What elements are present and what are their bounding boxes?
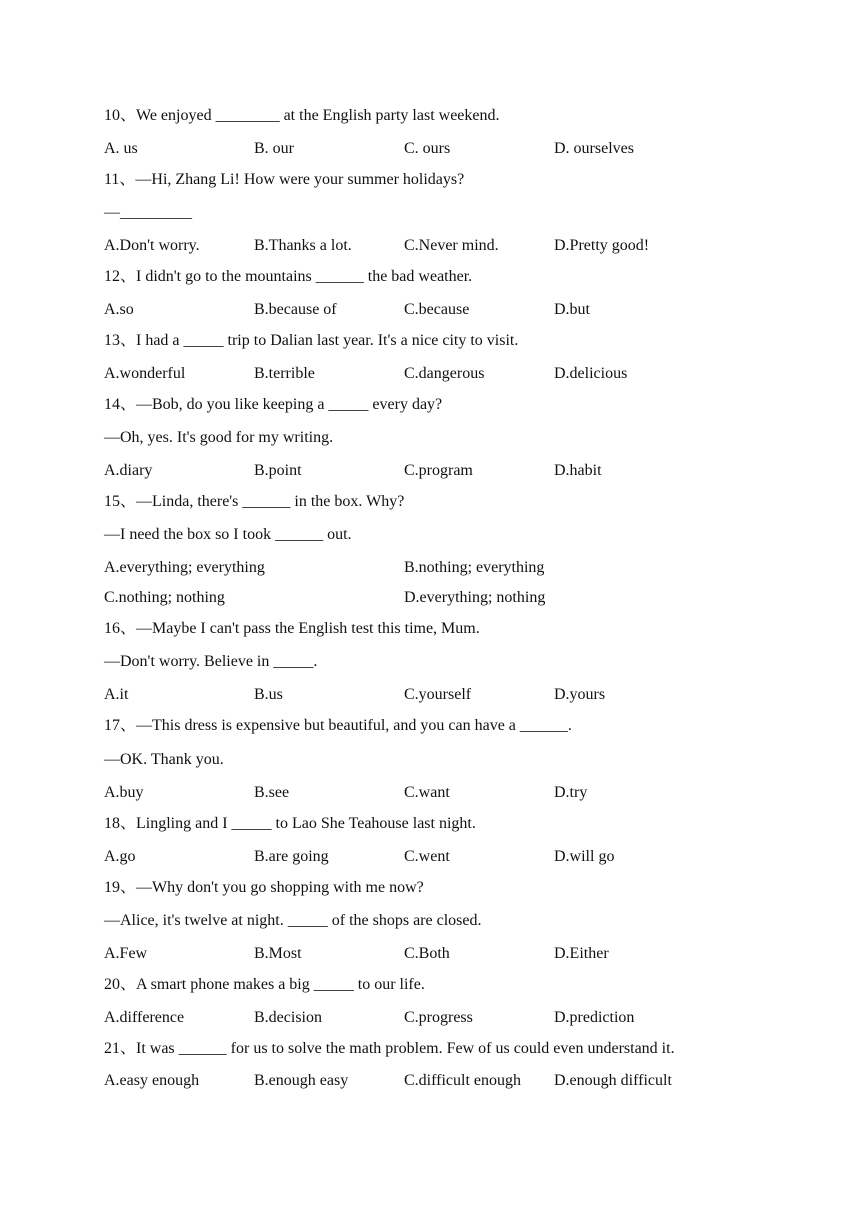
question-12-option-b: B.because of bbox=[254, 301, 337, 318]
question-13-option-c: C.dangerous bbox=[404, 365, 485, 382]
question-13-option-b: B.terrible bbox=[254, 365, 315, 382]
question-14-option-d: D.habit bbox=[554, 462, 602, 479]
question-11-stem: 11、—Hi, Zhang Li! How were your summer holidays? bbox=[104, 171, 465, 188]
question-11-option-c: C.Never mind. bbox=[404, 237, 499, 254]
question-20-option-b: B.decision bbox=[254, 1009, 322, 1026]
question-21-option-b: B.enough easy bbox=[254, 1072, 349, 1089]
question-18-option-b: B.are going bbox=[254, 848, 329, 865]
question-14-option-a: A.diary bbox=[104, 462, 153, 479]
question-14-option-c: C.program bbox=[404, 462, 473, 479]
question-19-option-d: D.Either bbox=[554, 945, 609, 962]
question-20-option-a: A.difference bbox=[104, 1009, 185, 1026]
question-20-option-c: C.progress bbox=[404, 1009, 473, 1026]
question-19-option-b: B.Most bbox=[254, 945, 302, 962]
question-20-stem: 20、A smart phone makes a big _____ to our life. bbox=[104, 976, 425, 993]
question-17-option-d: D.try bbox=[554, 784, 588, 801]
question-10-stem: 10、We enjoyed ________ at the English party last weekend. bbox=[104, 107, 500, 124]
question-21-option-c: C.difficult enough bbox=[404, 1072, 522, 1089]
question-17-option-b: B.see bbox=[254, 784, 290, 801]
question-15-option-c: C.nothing; nothing bbox=[104, 589, 225, 606]
question-18-option-d: D.will go bbox=[554, 848, 615, 865]
question-16-reply: —Don't worry. Believe in _____. bbox=[104, 653, 318, 670]
question-15-option-b: B.nothing; everything bbox=[404, 559, 545, 576]
question-15-stem: 15、—Linda, there's ______ in the box. Why? bbox=[104, 493, 405, 510]
question-17-reply: —OK. Thank you. bbox=[104, 751, 224, 768]
question-11-reply: —_________ bbox=[104, 204, 192, 221]
question-18-option-a: A.go bbox=[104, 848, 136, 865]
question-12-option-a: A.so bbox=[104, 301, 134, 318]
question-14-reply: —Oh, yes. It's good for my writing. bbox=[104, 429, 334, 446]
question-13-option-d: D.delicious bbox=[554, 365, 628, 382]
question-10-option-b: B. our bbox=[254, 140, 294, 157]
question-19-reply: —Alice, it's twelve at night. _____ of the shops are closed. bbox=[104, 912, 482, 929]
question-21-stem: 21、It was ______ for us to solve the math problem. Few of us could even understand it. bbox=[104, 1040, 675, 1057]
question-10-option-c: C. ours bbox=[404, 140, 451, 157]
question-16-option-b: B.us bbox=[254, 686, 283, 703]
question-12-option-c: C.because bbox=[404, 301, 470, 318]
question-14-stem: 14、—Bob, do you like keeping a _____ every day? bbox=[104, 396, 443, 413]
question-15-option-a: A.everything; everything bbox=[104, 559, 265, 576]
question-13-stem: 13、I had a _____ trip to Dalian last year. It's a nice city to visit. bbox=[104, 332, 519, 349]
question-10-option-d: D. ourselves bbox=[554, 140, 634, 157]
question-16-option-c: C.yourself bbox=[404, 686, 472, 703]
question-18-option-c: C.went bbox=[404, 848, 450, 865]
question-11-option-a: A.Don't worry. bbox=[104, 237, 200, 254]
question-15-option-d: D.everything; nothing bbox=[404, 589, 546, 606]
question-14-option-b: B.point bbox=[254, 462, 302, 479]
question-21-option-d: D.enough difficult bbox=[554, 1072, 672, 1089]
question-15-reply: —I need the box so I took ______ out. bbox=[104, 526, 352, 543]
question-17-stem: 17、—This dress is expensive but beautiful, and you can have a ______. bbox=[104, 717, 572, 734]
question-12-option-d: D.but bbox=[554, 301, 590, 318]
question-19-stem: 19、—Why don't you go shopping with me now? bbox=[104, 879, 424, 896]
question-16-stem: 16、—Maybe I can't pass the English test this time, Mum. bbox=[104, 620, 480, 637]
question-17-option-a: A.buy bbox=[104, 784, 144, 801]
question-16-option-d: D.yours bbox=[554, 686, 606, 703]
question-19-option-a: A.Few bbox=[104, 945, 148, 962]
question-19-option-c: C.Both bbox=[404, 945, 450, 962]
question-20-option-d: D.prediction bbox=[554, 1009, 635, 1026]
question-11-option-b: B.Thanks a lot. bbox=[254, 237, 352, 254]
question-17-option-c: C.want bbox=[404, 784, 450, 801]
question-11-option-d: D.Pretty good! bbox=[554, 237, 650, 254]
question-12-stem: 12、I didn't go to the mountains ______ the bad weather. bbox=[104, 268, 473, 285]
question-21-option-a: A.easy enough bbox=[104, 1072, 200, 1089]
question-16-option-a: A.it bbox=[104, 686, 129, 703]
question-18-stem: 18、Lingling and I _____ to Lao She Teahouse last night. bbox=[104, 815, 476, 832]
question-13-option-a: A.wonderful bbox=[104, 365, 186, 382]
question-10-option-a: A. us bbox=[104, 140, 138, 157]
